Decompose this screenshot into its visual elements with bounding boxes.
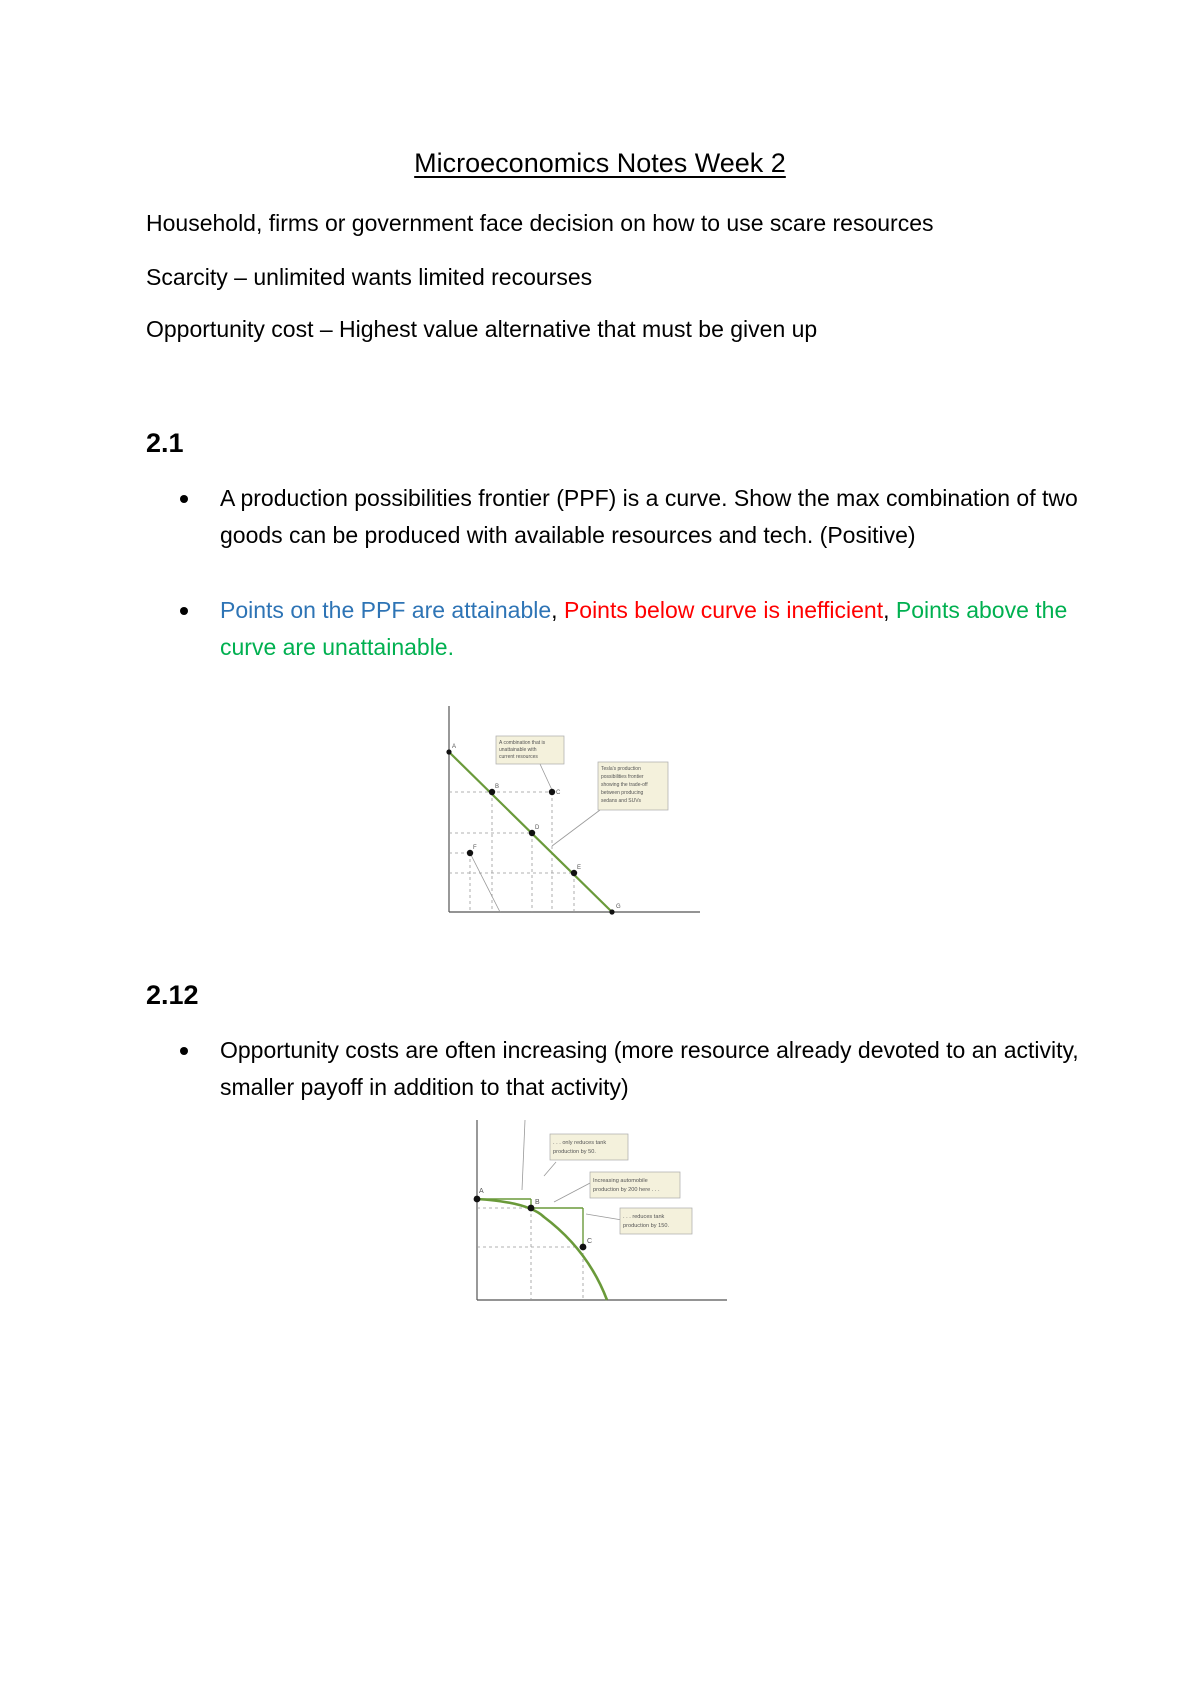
bullet-increasing-opportunity-cost [180, 1032, 1080, 1106]
svg-text:Increasing automobile: Increasing automobile [593, 1178, 648, 1184]
svg-text:current resources: current resources [499, 754, 538, 760]
bullet-ppf-definition [180, 480, 1080, 554]
point-b [528, 1205, 535, 1212]
point-label: B [535, 1199, 540, 1206]
point-label: F [473, 845, 477, 851]
guide-lines [477, 1208, 583, 1300]
bullet-dot [180, 607, 188, 615]
point-label: B [495, 784, 500, 790]
bullet-dot [180, 1047, 188, 1055]
page-title: Microeconomics Notes Week 2 [414, 148, 786, 178]
bullet-ppf-points [180, 592, 1080, 666]
ppf-linear-figure [440, 700, 705, 920]
svg-text:unattainable with: unattainable with [499, 747, 537, 753]
point-a [474, 1196, 481, 1203]
bullet-dot [180, 495, 188, 503]
svg-text:production by 150.: production by 150. [623, 1223, 670, 1229]
unattainable-text: Points above the curve are unattainable. [220, 597, 1068, 660]
callout-tesla-ppf [598, 762, 668, 810]
svg-text:between producing: between producing [601, 790, 644, 796]
callout-unattainable [496, 736, 564, 764]
svg-text:A combination that is: A combination that is [499, 740, 546, 746]
svg-text:showing the trade-off: showing the trade-off [601, 782, 648, 788]
intro-line-2: Scarcity – unlimited wants limited recourses [146, 264, 593, 290]
svg-text:production by 200 here . . .: production by 200 here . . . [593, 1187, 660, 1193]
point-label: G [616, 904, 621, 910]
intro-line-3: Opportunity cost – Highest value alternative that must be given up [146, 316, 818, 342]
svg-text:sedans and SUVs: sedans and SUVs [601, 798, 642, 804]
svg-text:possibilities frontier: possibilities frontier [601, 774, 644, 780]
section-heading-2-1: 2.1 [146, 428, 184, 458]
callout-increase-200 [590, 1172, 680, 1198]
point-label: E [577, 865, 582, 871]
point-label: D [535, 825, 540, 831]
bullet-text: A production possibilities frontier (PPF) is a curve. Show the max combination of two goods can be produced with available resources and tech. (Positive) [220, 485, 1078, 548]
point-label: C [556, 790, 561, 796]
attainable-text: Points on the PPF are attainable [220, 597, 552, 623]
ppf-bowed-figure [470, 1118, 730, 1308]
inefficient-text: Points below curve is inefficient [563, 597, 884, 623]
svg-text:Tesla's production: Tesla's production [601, 766, 641, 772]
point-label: C [587, 1238, 593, 1245]
point-g [609, 909, 614, 914]
callout-reduces-50 [550, 1134, 628, 1160]
bullet-text: Opportunity costs are often increasing (more resource already devoted to an activity, smaller payoff in addition to that activity) [220, 1037, 1079, 1100]
svg-text:. . . reduces tank: . . . reduces tank [623, 1214, 665, 1220]
callout-reduces-150 [620, 1208, 692, 1234]
separator: , [883, 597, 896, 623]
intro-line-1: Household, firms or government face decision on how to use scare resources [146, 210, 934, 236]
svg-text:. . . only reduces tank: . . . only reduces tank [553, 1140, 607, 1146]
separator: , [551, 597, 564, 623]
point-label: A [452, 744, 457, 750]
point-a [446, 749, 451, 754]
point-c [580, 1244, 587, 1251]
svg-text:production by 50.: production by 50. [553, 1149, 596, 1155]
point-c [549, 789, 555, 795]
section-heading-2-12: 2.12 [146, 980, 199, 1010]
point-label: A [479, 1188, 484, 1195]
